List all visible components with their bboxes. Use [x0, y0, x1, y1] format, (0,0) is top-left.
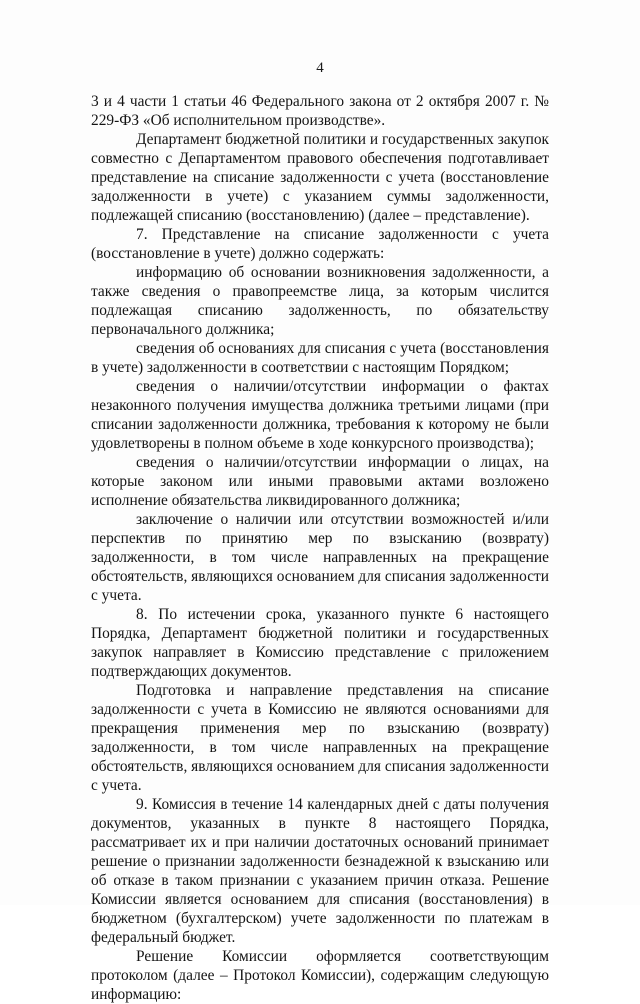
document-body — [91, 92, 549, 1004]
paragraph-debt-origin-info: информацию об основании возникновения задолженности, а также сведения о правопреемстве лица, за которым числится подлежащая списанию задолженность, по обязательству первоначального должника; — [91, 264, 549, 338]
page-number: 4 — [316, 60, 324, 76]
paragraph-item-7: 7. Представление на списание задолженности с учета (восстановление в учете) должно содержать: — [91, 226, 549, 262]
paragraph-preparation-not-grounds: Подготовка и направление представления на списание задолженности с учета в Комиссию не являются основаниями для прекращения применения мер по взысканию (возврату) задолженности, в том числе направленных на прекращение обстоятельств, являющихся основанием для списания задолженности с учета. — [91, 682, 549, 794]
paragraph-item-8: 8. По истечении срока, указанного пункте 6 настоящего Порядка, Департамент бюджетной политики и государственных закупок направляет в Комиссию представление с приложением подтверждающих документов. — [91, 606, 549, 680]
paragraph-illegal-receipt-info: сведения о наличии/отсутствии информации о фактах незаконного получения имущества должника третьими лицами (при списании задолженности должника, требования к которому не были удовлетворены в полном объеме в ходе конкурсного производства); — [91, 378, 549, 452]
paragraph-write-off-grounds: сведения об основаниях для списания с учета (восстановления в учете) задолженности в соответствии с настоящим Порядком; — [91, 340, 549, 376]
paragraph-obligation-persons-info: сведения о наличии/отсутствии информации о лицах, на которые законом или иными правовыми актами возложено исполнение обязательства ликвидированного должника; — [91, 454, 549, 509]
paragraph-continuation: 3 и 4 части 1 статьи 46 Федерального закона от 2 октября 2007 г. № 229-ФЗ «Об исполнительном производстве». — [91, 93, 549, 129]
paragraph-item-9: 9. Комиссия в течение 14 календарных дней с даты получения документов, указанных в пункте 8 настоящего Порядка, рассматривает их и при наличии достаточных оснований принимает решение о признании задолженности безнадежной к взысканию или об отказе в таком признании с указанием причин отказа. Решение Комиссии является основанием для списания (восстановления) в бюджетном (бухгалтерском) учете задолженности по платежам в федеральный бюджет. — [91, 796, 549, 946]
paragraph-collection-prospects: заключение о наличии или отсутствии возможностей и/или перспектив по принятию мер по взысканию (возврату) задолженности, в том числе направленных на прекращение обстоятельств, являющихся основанием для списания задолженности с учета. — [91, 511, 549, 604]
paragraph-commission-protocol: Решение Комиссии оформляется соответствующим протоколом (далее – Протокол Комиссии), содержащим следующую информацию: — [91, 948, 549, 1003]
paragraph-department-preparation: Департамент бюджетной политики и государственных закупок совместно с Департаментом правового обеспечения подготавливает представление на списание задолженности с учета (восстановление задолженности в учете) с указанием суммы задолженности, подлежащей списанию (восстановлению) (далее – представление). — [91, 131, 549, 224]
